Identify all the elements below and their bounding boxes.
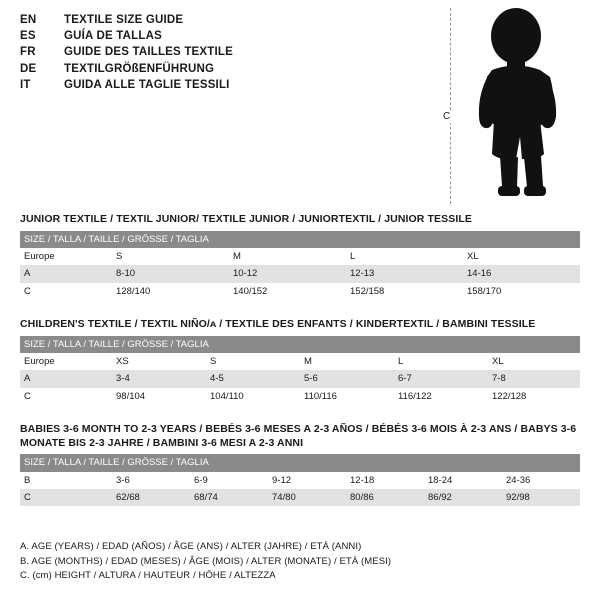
cell: M (229, 248, 346, 265)
footnotes-block (20, 540, 580, 584)
cell: L (346, 248, 463, 265)
cell: 104/110 (206, 388, 300, 405)
cell: 7-8 (488, 370, 580, 387)
cell: 152/158 (346, 283, 463, 300)
section-junior-textile (20, 213, 580, 300)
row-label: C (20, 489, 112, 506)
header-row (20, 14, 440, 27)
header-lang-code: DE (20, 62, 37, 75)
cell: 3-6 (112, 472, 190, 489)
header-lang-code: ES (20, 30, 36, 43)
cell: 158/170 (463, 283, 580, 300)
row-label: B (20, 472, 112, 489)
table-header-label: SIZE / TALLA / TAILLE / GRÖSSE / TAGLIA (20, 231, 580, 248)
table-header-label: SIZE / TALLA / TAILLE / GRÖSSE / TAGLIA (20, 454, 580, 471)
cell: 6-9 (190, 472, 268, 489)
cell: 98/104 (112, 388, 206, 405)
cell: 62/68 (112, 489, 190, 506)
section-title: JUNIOR TEXTILE / TEXTIL JUNIOR/ TEXTILE JUNIOR / JUNIORTEXTIL / JUNIOR TESSILE (20, 213, 472, 225)
header-title-block (20, 14, 440, 95)
cell: 74/80 (268, 489, 346, 506)
footnote-a: A. AGE (YEARS) / EDAD (AÑOS) / ÂGE (ANS) / ALTER (JAHRE) / ETÀ (ANNI) (20, 540, 362, 552)
cell: 24-36 (502, 472, 580, 489)
cell: 9-12 (268, 472, 346, 489)
table-row (20, 283, 580, 300)
cell: 18-24 (424, 472, 502, 489)
children-size-table (20, 336, 580, 406)
header-lang-code: IT (20, 78, 31, 91)
section-title: CHILDREN'S TEXTILE / TEXTIL NIÑO/ᴀ / TEXTILE DES ENFANTS / KINDERTEXTIL / BAMBINI TESSILE (20, 318, 536, 330)
header-lang-code: EN (20, 14, 37, 26)
header-row (20, 46, 440, 59)
cell: XL (463, 248, 580, 265)
footnote-b: B. AGE (MONTHS) / EDAD (MESES) / ÂGE (MOIS) / ALTER (MONATE) / ETÀ (MESI) (20, 555, 392, 567)
table-row (20, 472, 580, 489)
cell: 8-10 (112, 265, 229, 282)
table-row (20, 248, 580, 265)
cell: 116/122 (394, 388, 488, 405)
cell: S (112, 248, 229, 265)
cell: L (394, 353, 488, 370)
table-header-row (20, 336, 580, 353)
table-row (20, 489, 580, 506)
table-row (20, 265, 580, 282)
height-measure-figure (432, 6, 592, 206)
row-label: A (20, 370, 112, 387)
row-label: C (20, 388, 112, 405)
section-babies-textile (20, 423, 580, 506)
cell: XL (488, 353, 580, 370)
babies-size-table (20, 454, 580, 506)
table-header-row (20, 231, 580, 248)
section-title: BABIES 3-6 MONTH TO 2-3 YEARS / BEBÉS 3-6 MESES A 2-3 AÑOS / BÉBÉS 3-6 MOIS À 2-3 ANS / BABYS 3-6 MONATE BIS 2-3 JAHRE / BAMBINI 3-6 MESI A 2-3 ANNI (20, 423, 577, 449)
cell: 140/152 (229, 283, 346, 300)
cell: 10-12 (229, 265, 346, 282)
cell: 12-13 (346, 265, 463, 282)
footnote-c: C. (cm) HEIGHT / ALTURA / HAUTEUR / HÖHE / ALTEZZA (20, 570, 276, 582)
cell: 3-4 (112, 370, 206, 387)
header-row (20, 63, 440, 76)
cell: 128/140 (112, 283, 229, 300)
measure-guide-line (450, 8, 451, 204)
header-row (20, 79, 440, 92)
child-silhouette-icon (462, 6, 572, 204)
cell: 92/98 (502, 489, 580, 506)
row-label: A (20, 265, 112, 282)
table-row (20, 388, 580, 405)
cell: XS (112, 353, 206, 370)
junior-size-table (20, 231, 580, 301)
cell: M (300, 353, 394, 370)
table-row (20, 370, 580, 387)
header-title-text: GUIDA ALLE TAGLIE TESSILI (64, 78, 230, 91)
cell: 122/128 (488, 388, 580, 405)
header-title-text: TEXTILGRÖßENFÜHRUNG (64, 62, 215, 75)
table-row (20, 353, 580, 370)
header-title-text: GUÍA DE TALLAS (64, 30, 162, 43)
measure-label-c: C (443, 111, 451, 122)
cell: 110/116 (300, 388, 394, 405)
table-header-row (20, 454, 580, 471)
header-lang-code: FR (20, 46, 36, 59)
cell: 86/92 (424, 489, 502, 506)
row-label: C (20, 283, 112, 300)
table-header-label: SIZE / TALLA / TAILLE / GRÖSSE / TAGLIA (20, 336, 580, 353)
section-children-textile (20, 318, 580, 405)
cell: 6-7 (394, 370, 488, 387)
row-label: Europe (20, 248, 112, 265)
header-title-text: GUIDE DES TAILLES TEXTILE (64, 46, 233, 59)
cell: 68/74 (190, 489, 268, 506)
header-title-text: TEXTILE SIZE GUIDE (64, 14, 184, 26)
cell: 4-5 (206, 370, 300, 387)
header-row (20, 30, 440, 43)
cell: 14-16 (463, 265, 580, 282)
cell: 80/86 (346, 489, 424, 506)
cell: 5-6 (300, 370, 394, 387)
row-label: Europe (20, 353, 112, 370)
cell: 12-18 (346, 472, 424, 489)
cell: S (206, 353, 300, 370)
